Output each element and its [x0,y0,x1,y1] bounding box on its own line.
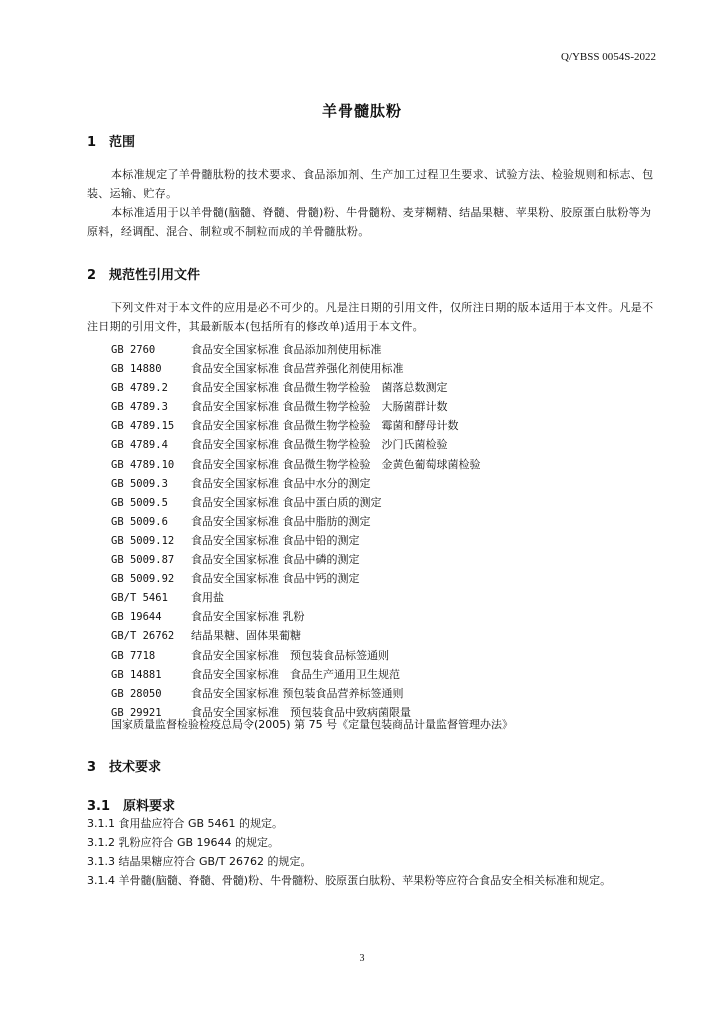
reference-item [111,550,481,569]
section-title: 技术要求 [109,760,162,775]
reference-code: GB 14880 [111,363,162,376]
reference-item [111,512,481,531]
reference-code: GB 28050 [111,687,162,700]
reference-code: GB 29921 [111,706,162,719]
section-title: 规范性引用文件 [109,268,201,283]
reference-item [111,455,481,474]
references-intro: 下列文件对于本文件的应用是必不可少的。凡是注日期的引用文件，仅所注日期的版本适用于本文件。凡是不注日期的引用文件，其最新版本(包括所有的修改单)适用于本文件。 [87,301,654,333]
reference-decree: 国家质量监督检验检疫总局令(2005) 第 75 号《定量包装商品计量监督管理办法》 [111,718,514,731]
document-title: 羊骨髓肽粉 [321,102,402,120]
reference-name: 食品安全国家标准 食品微生物学检验 大肠菌群计数 [191,400,448,414]
section-1-heading [87,131,135,150]
section-number: 2 [87,268,97,283]
reference-code: GB/T 5461 [111,592,168,605]
reference-item [111,588,481,607]
reference-code: GB 14881 [111,668,162,681]
reference-code: GB 5009.6 [111,515,168,528]
section-title: 范围 [109,135,136,150]
reference-item [111,665,481,684]
reference-code: GB 5009.92 [111,573,175,586]
reference-item [111,435,481,454]
reference-code: GB 19644 [111,611,162,624]
reference-item [111,340,481,359]
subsection-title: 原料要求 [123,799,176,814]
subsection-3-1-heading [87,795,175,814]
reference-code: GB 4789.10 [111,458,175,471]
scope-paragraph-2: 本标准适用于以羊骨髓(脑髓、脊髓、骨髓)粉、牛骨髓粉、麦芽糊精、结晶果糖、苹果粉、胶原蛋白肽粉等为原料，经调配、混合、制粒或不制粒而成的羊骨髓肽粉。 [87,206,652,238]
reference-code: GB 7718 [111,649,156,662]
reference-item [111,378,481,397]
reference-item [111,493,481,512]
reference-item [111,607,481,626]
reference-name: 食品安全国家标准 食品生产通用卫生规范 [191,667,400,681]
clause-3-1-1: 3.1.1 食用盐应符合 GB 5461 的规定。 [87,817,284,830]
reference-name: 食品安全国家标准 食品营养强化剂使用标准 [191,362,404,376]
reference-item [111,474,481,493]
reference-code: GB 5009.3 [111,477,168,490]
reference-name: 食用盐 [191,591,224,605]
reference-code: GB 4789.2 [111,382,168,395]
reference-name: 食品安全国家标准 预包装食品中致病菌限量 [191,705,411,719]
document-code: Q/YBSS 0054S-2022 [560,51,656,63]
reference-name: 食品安全国家标准 食品中蛋白质的测定 [191,495,382,509]
section-number: 1 [87,135,97,150]
reference-name: 食品安全国家标准 乳粉 [191,610,305,624]
reference-name: 食品安全国家标准 食品添加剂使用标准 [191,343,382,356]
reference-name: 食品安全国家标准 食品中钙的测定 [191,572,360,586]
clause-3-1-4: 3.1.4 羊骨髓(脑髓、脊髓、骨髓)粉、牛骨髓粉、胶原蛋白肽粉、苹果粉等应符合食品安全相关标准和规定。 [87,874,612,887]
reference-item [111,416,481,435]
page-number: 3 [359,953,365,964]
reference-name: 食品安全国家标准 预包装食品标签通则 [191,648,389,662]
reference-code: GB 4789.15 [111,420,175,433]
reference-code: GB/T 26762 [111,630,175,643]
reference-name: 食品安全国家标准 预包装食品营养标签通则 [191,686,404,700]
reference-code: GB 5009.87 [111,554,175,567]
reference-name: 食品安全国家标准 食品中水分的测定 [191,476,371,490]
reference-name: 食品安全国家标准 食品微生物学检验 霉菌和酵母计数 [191,419,459,433]
section-3-heading [87,756,161,775]
subsection-number: 3.1 [87,799,111,814]
reference-code: GB 5009.5 [111,496,168,509]
reference-name: 结晶果糖、固体果葡糖 [191,629,301,643]
reference-list [111,340,481,722]
reference-name: 食品安全国家标准 食品中脂肪的测定 [191,514,371,528]
reference-item [111,684,481,703]
reference-name: 食品安全国家标准 食品微生物学检验 菌落总数测定 [191,381,448,395]
reference-item [111,359,481,378]
reference-item [111,531,481,550]
clause-3-1-2: 3.1.2 乳粉应符合 GB 19644 的规定。 [87,836,280,849]
reference-item [111,397,481,416]
reference-code: GB 4789.3 [111,401,168,414]
reference-item [111,646,481,665]
section-number: 3 [87,760,97,775]
reference-name: 食品安全国家标准 食品微生物学检验 金黄色葡萄球菌检验 [191,457,481,471]
reference-code: GB 2760 [111,344,156,356]
reference-name: 食品安全国家标准 食品中磷的测定 [191,553,360,567]
reference-item [111,569,481,588]
reference-code: GB 5009.12 [111,534,175,547]
reference-item [111,626,481,645]
section-2-heading [87,264,200,283]
clause-3-1-3: 3.1.3 结晶果糖应符合 GB/T 26762 的规定。 [87,855,312,868]
reference-name: 食品安全国家标准 食品微生物学检验 沙门氏菌检验 [191,438,448,452]
reference-name: 食品安全国家标准 食品中铅的测定 [191,533,360,547]
scope-paragraph-1: 本标准规定了羊骨髓肽粉的技术要求、食品添加剂、生产加工过程卫生要求、试验方法、检验规则和标志、包装、运输、贮存。 [87,168,654,200]
reference-code: GB 4789.4 [111,439,168,452]
